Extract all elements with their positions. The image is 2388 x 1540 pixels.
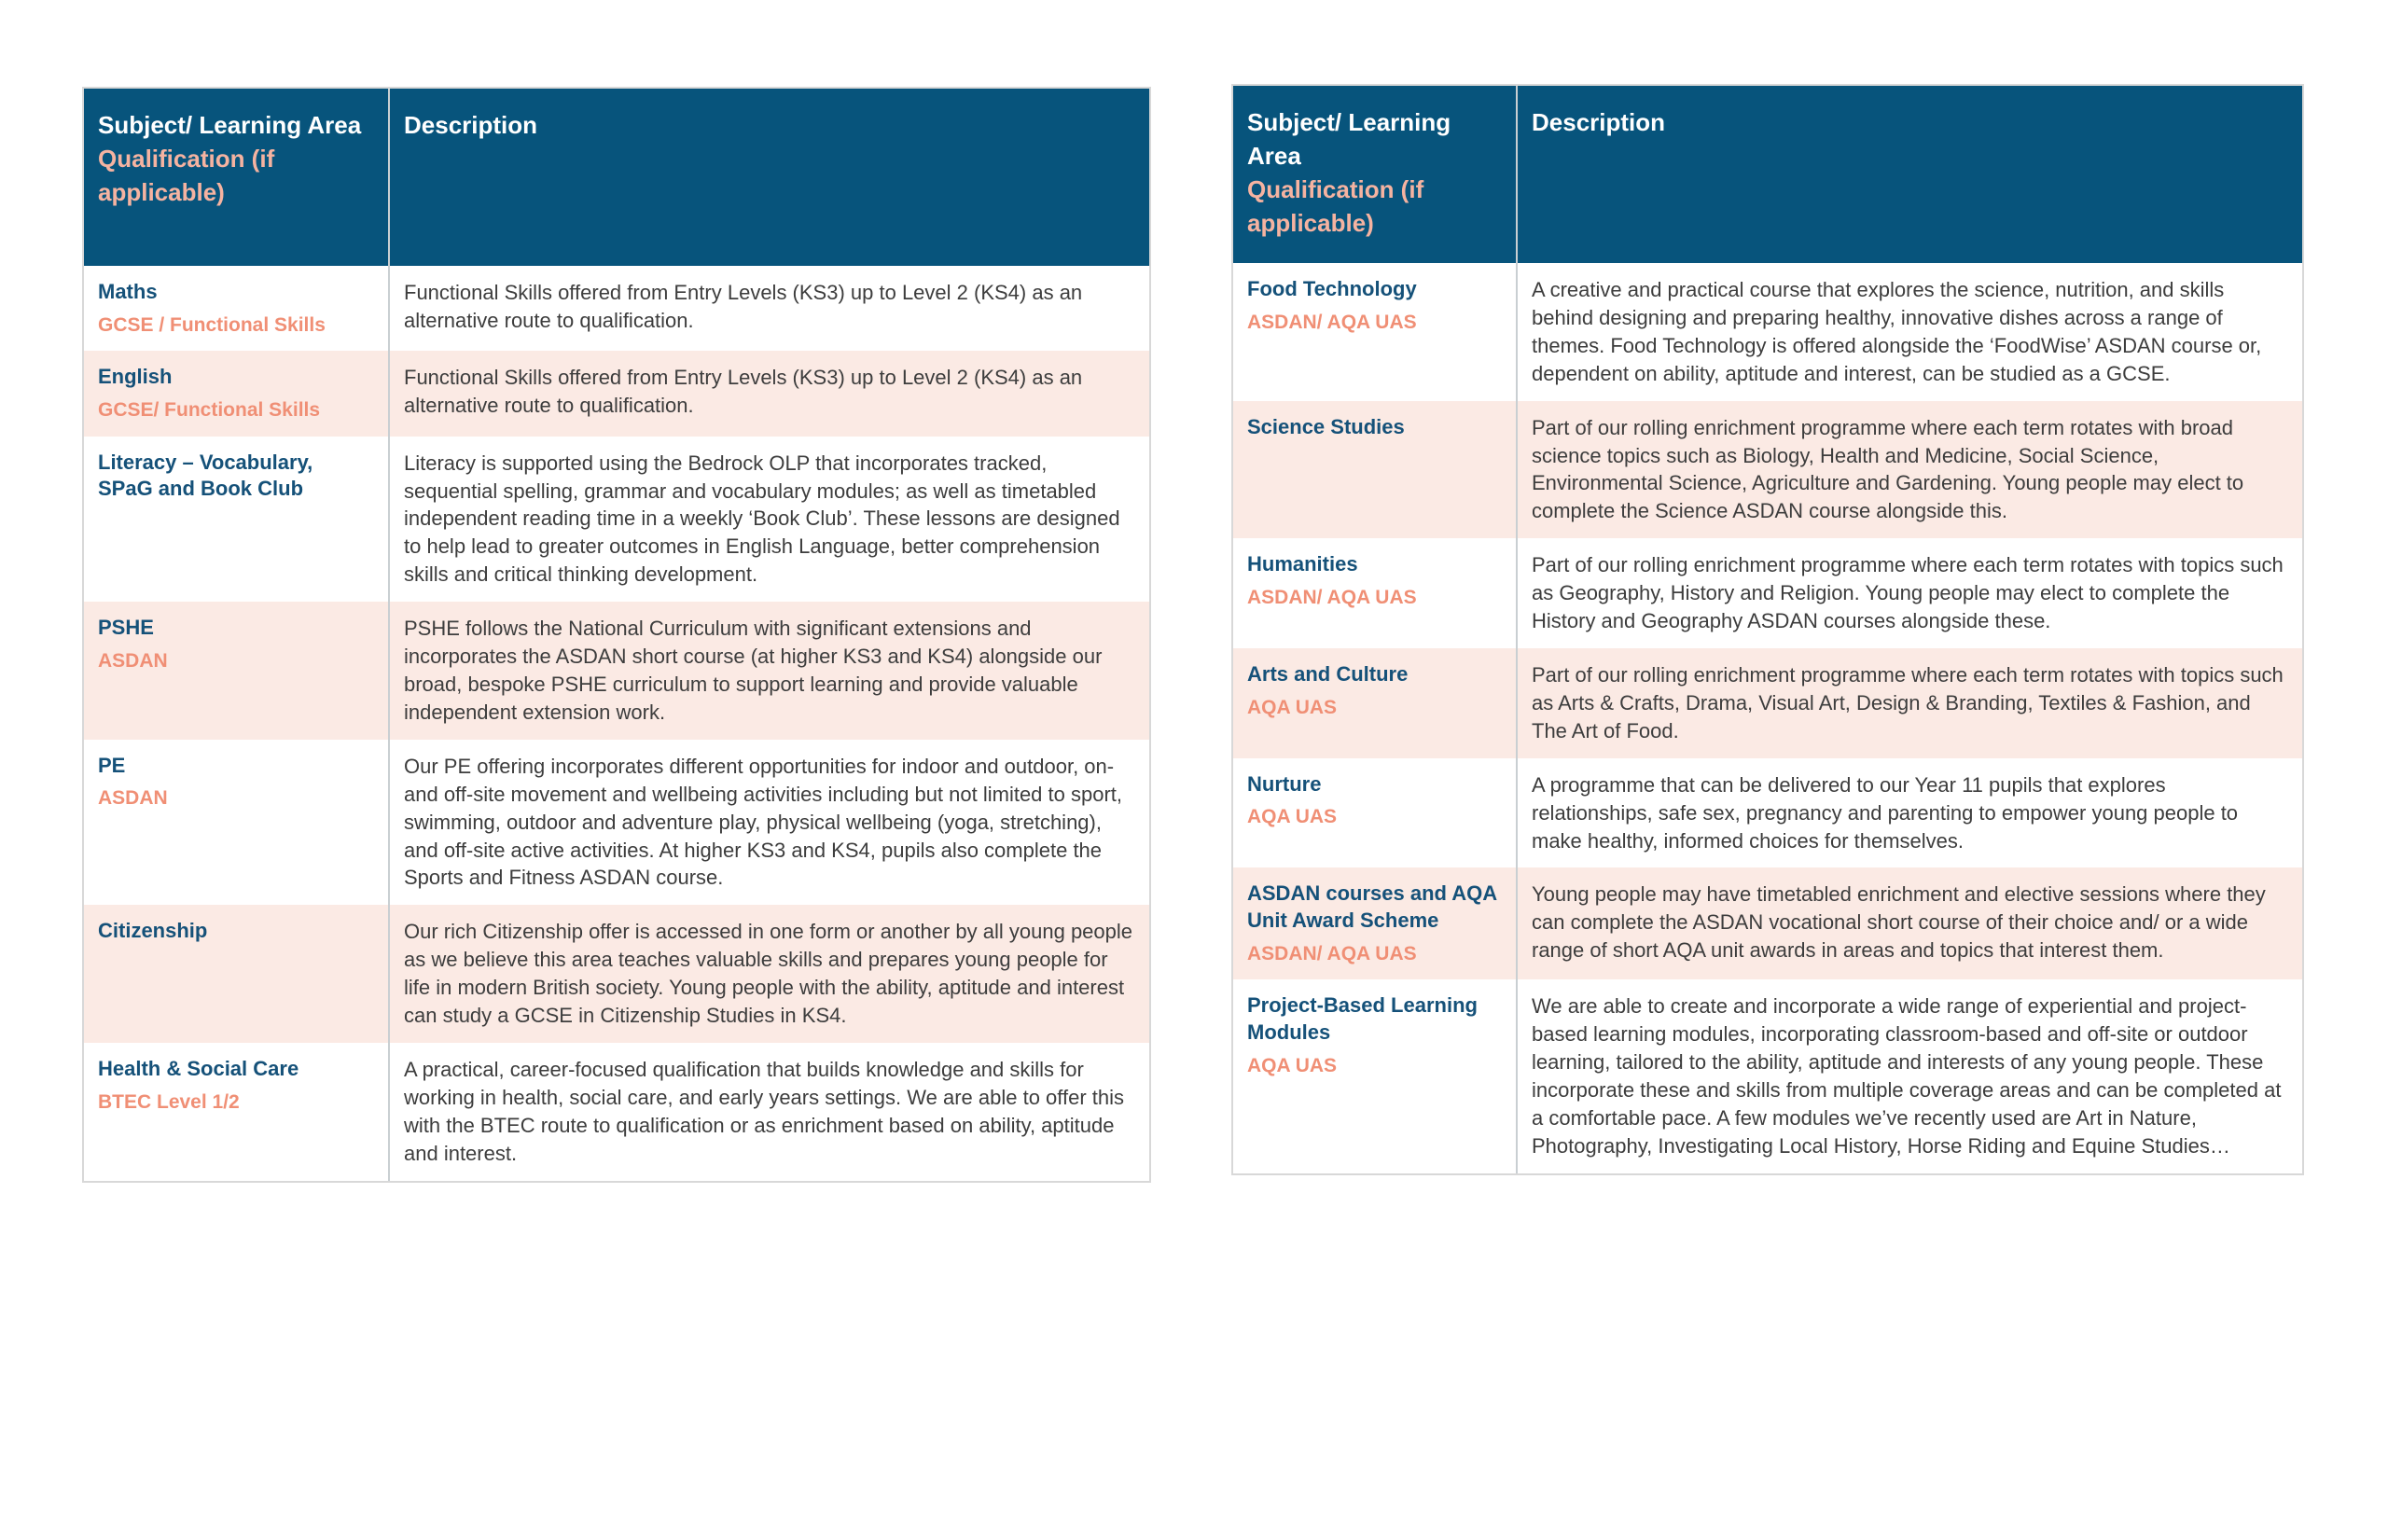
- description-cell: [1516, 979, 2302, 1172]
- table-row: [1233, 538, 2302, 648]
- subject-name: Project-Based Learning Modules: [1247, 993, 1478, 1044]
- description-cell: [1516, 538, 2302, 648]
- table-row: [84, 266, 1149, 351]
- description-cell: [388, 266, 1149, 351]
- subject-cell: [84, 266, 388, 351]
- subject-cell: [1233, 401, 1516, 539]
- table-row: [1233, 867, 2302, 979]
- description-text: Functional Skills offered from Entry Levels (KS3) up to Level 2 (KS4) as an alternative route to qualification.: [404, 281, 1083, 332]
- description-text: Part of our rolling enrichment programme where each term rotates with topics such as Arts & Crafts, Drama, Visual Art, Design & Branding, Textiles & Fashion, and The Art of Food.: [1532, 662, 2284, 742]
- table-row: [84, 602, 1149, 740]
- table-row: [84, 351, 1149, 436]
- description-cell: [388, 351, 1149, 436]
- header-qualification-label: Qualification (if applicable): [98, 144, 275, 206]
- subject-name: Citizenship: [98, 919, 208, 943]
- header-description-cell: Description: [388, 89, 1149, 266]
- description-text: Literacy is supported using the Bedrock OLP that incorporates tracked, sequential spelling, grammar and vocabulary modules; as well as timetabled independent reading time in a weekly ‘Book Club’. These lessons are designed to help lead to greater outcomes in English Language, better comprehension skills and critical thinking development.: [404, 451, 1120, 587]
- qualification-label: AQA UAS: [1247, 696, 1338, 718]
- description-text: Our PE offering incorporates different opportunities for indoor and outdoor, on- and off-site movement and wellbeing activities including but not limited to sport, swimming, outdoor and adventure play, physical wellbeing (yoga, stretching), and off-site active activities. At higher KS3 and KS4, pupils also complete the Sports and Fitness ASDAN course.: [404, 754, 1123, 890]
- qualification-label: AQA UAS: [1247, 806, 1338, 828]
- description-text: We are able to create and incorporate a wide range of experiential and project-based learning modules, incorporating classroom-based and off-site or outdoor learning, tailored to the ability, aptitude and interests of any young people. These incorporate these and skills from multiple coverage areas and can be completed at a comfortable pace. A few modules we’ve recently used are Art in Nature, Photography, Investigating Local History, Horse Riding and Equine Studies…: [1532, 994, 2282, 1158]
- table-row: [84, 905, 1149, 1043]
- subject-cell: [1233, 979, 1516, 1172]
- description-text: A creative and practical course that explores the science, nutrition, and skills behind designing and preparing healthy, innovative dishes across a range of themes. Food Technology is offered alongside the ‘FoodWise’ ASDAN course or, dependent on ability, aptitude and interest, can be studied as a GCSE.: [1532, 278, 2262, 385]
- header-description-cell: Description: [1516, 86, 2302, 263]
- header-area-label: Subject/ Learning Area: [98, 111, 362, 139]
- description-text: Part of our rolling enrichment programme where each term rotates with broad science topics such as Biology, Health and Medicine, Social Science, Environmental Science, Agriculture and Gardening. Young people may elect to complete the Science ASDAN course alongside this.: [1532, 415, 2244, 523]
- subject-name: Literacy – Vocabulary, SPaG and Book Club: [98, 450, 313, 501]
- curriculum-table-core: [82, 87, 1151, 1183]
- description-cell: [1516, 263, 2302, 401]
- subject-name: Nurture: [1247, 771, 1322, 796]
- subject-name: ASDAN courses and AQA Unit Award Scheme: [1247, 881, 1497, 932]
- table-body: [84, 266, 1149, 1181]
- description-cell: [1516, 758, 2302, 868]
- table-body: [1233, 263, 2302, 1173]
- description-text: PSHE follows the National Curriculum with significant extensions and incorporates the ASDAN short course (at higher KS3 and KS4) alongside our broad, bespoke PSHE curriculum to support learning and provide valuable independent extension work.: [404, 617, 1103, 724]
- subject-cell: [84, 905, 388, 1043]
- curriculum-table-enrichment: [1231, 84, 2304, 1175]
- description-cell: [388, 740, 1149, 906]
- subject-cell: [84, 351, 388, 436]
- description-cell: [388, 1043, 1149, 1181]
- description-text: A practical, career-focused qualification that builds knowledge and skills for working in health, social care, and early years settings. We are able to offer this with the BTEC route to qualification or as enrichment based on ability, aptitude and interest.: [404, 1057, 1125, 1165]
- header-area-label: Subject/ Learning Area: [1247, 108, 1451, 170]
- subject-cell: [84, 437, 388, 603]
- qualification-label: GCSE / Functional Skills: [98, 313, 326, 336]
- description-cell: [1516, 401, 2302, 539]
- table-header: [1233, 86, 2302, 263]
- subject-name: Arts and Culture: [1247, 661, 1409, 686]
- qualification-label: ASDAN/ AQA UAS: [1247, 586, 1417, 608]
- table-row: [1233, 979, 2302, 1172]
- description-cell: [1516, 648, 2302, 758]
- description-cell: [388, 437, 1149, 603]
- subject-name: English: [98, 365, 173, 389]
- table-row: [1233, 758, 2302, 868]
- description-text: Our rich Citizenship offer is accessed in one form or another by all young people as we believe this area teaches valuable skills and prepares young people for life in modern British society. Young people with the ability, aptitude and interest can study a GCSE in Citizenship Studies in KS4.: [404, 920, 1133, 1028]
- header-subject-cell: [84, 89, 388, 266]
- description-text: Part of our rolling enrichment programme where each term rotates with topics such as Geography, History and Religion. Young people may elect to complete the History and Geography ASDAN courses alongside these.: [1532, 553, 2284, 633]
- table-row: [1233, 401, 2302, 539]
- subject-name: PSHE: [98, 616, 154, 640]
- subject-cell: [84, 602, 388, 740]
- table-row: [1233, 648, 2302, 758]
- qualification-label: ASDAN/ AQA UAS: [1247, 311, 1417, 333]
- header-subject-cell: [1233, 86, 1516, 263]
- table-row: [1233, 263, 2302, 401]
- subject-cell: [1233, 648, 1516, 758]
- description-text: Young people may have timetabled enrichment and elective sessions where they can complete the ASDAN vocational short course of their choice and/ or a wide range of short AQA unit awards in areas and topics that interest them.: [1532, 882, 2266, 963]
- subject-name: Maths: [98, 280, 158, 303]
- description-cell: [388, 905, 1149, 1043]
- subject-cell: [1233, 867, 1516, 979]
- subject-cell: [1233, 538, 1516, 648]
- subject-name: Food Technology: [1247, 277, 1417, 300]
- qualification-label: BTEC Level 1/2: [98, 1090, 240, 1113]
- qualification-label: GCSE/ Functional Skills: [98, 398, 321, 421]
- description-text: Functional Skills offered from Entry Levels (KS3) up to Level 2 (KS4) as an alternative route to qualification.: [404, 366, 1083, 418]
- subject-name: Health & Social Care: [98, 1056, 299, 1080]
- subject-cell: [1233, 758, 1516, 868]
- table-row: [84, 437, 1149, 603]
- subject-name: PE: [98, 753, 126, 777]
- qualification-label: ASDAN: [98, 649, 168, 672]
- description-cell: [1516, 867, 2302, 979]
- qualification-label: ASDAN/ AQA UAS: [1247, 942, 1417, 964]
- qualification-label: AQA UAS: [1247, 1054, 1338, 1076]
- subject-cell: [84, 1043, 388, 1181]
- table-header: [84, 89, 1149, 266]
- description-cell: [388, 602, 1149, 740]
- description-text: A programme that can be delivered to our Year 11 pupils that explores relationships, safe sex, pregnancy and parenting to empower young people to make healthy, informed choices for themselves.: [1532, 772, 2239, 853]
- qualification-label: ASDAN: [98, 787, 168, 810]
- subject-name: Science Studies: [1247, 414, 1405, 438]
- table-row: [84, 1043, 1149, 1181]
- header-qualification-label: Qualification (if applicable): [1247, 174, 1424, 237]
- subject-cell: [1233, 263, 1516, 401]
- subject-cell: [84, 740, 388, 906]
- subject-name: Humanities: [1247, 552, 1358, 576]
- table-row: [84, 740, 1149, 906]
